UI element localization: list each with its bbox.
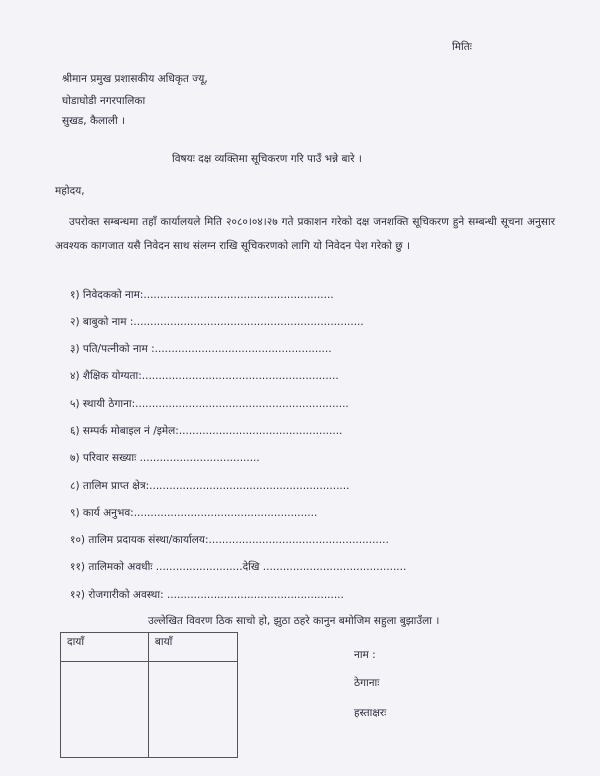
address-line-2: घोडाघोडी नगरपालिका xyxy=(62,95,146,107)
field-training-provider: १०) तालिम प्रदायक संस्था/कार्यालय:...................................................... xyxy=(70,534,389,546)
declaration-text: उल्लेखित विवरण ठिक साचो हो, झुठा ठहरे कानुन बमोजिम सहुला बुझाउँला । xyxy=(148,615,440,627)
address-line-1: श्रीमान प्रमुख प्रशासकीय अधिकृत ज्यू, xyxy=(62,73,208,85)
field-mobile-email: ६) सम्पर्क मोबाइल नं /इमेल:................................................. xyxy=(70,425,343,437)
field-education: ४) शैक्षिक योग्यता:........................................................... xyxy=(70,370,339,382)
body-paragraph: उपरोक्त सम्बन्धमा तहाँ कार्यालयले मिति २०८०।०४।२७ गते प्रकाशन गरेको दक्ष जनशक्ति सूचिकरण हुने सम्बन्धी सूचना अनुसार अवश्यक कागजात यसै निवेदन साथ संलग्न राखि सूचिकरणको लागि यो निवेदन पेश गरेको छु । xyxy=(55,216,555,252)
fingerprint-table xyxy=(60,632,238,758)
field-father-name: २) बाबुको नाम :..................................................................... xyxy=(70,316,364,328)
date-label: मितिः xyxy=(452,41,472,53)
field-family-count: ७) परिवार सख्याः .................................... xyxy=(70,452,260,464)
field-work-experience: ९) कार्य अनुभव:....................................................... xyxy=(70,507,318,519)
field-permanent-address: ५) स्थायी ठेगाना:................................................................ xyxy=(70,398,349,410)
field-spouse-name: ३) पति/पत्नीको नाम :..................................................... xyxy=(70,343,332,355)
signature-name-label: नाम : xyxy=(354,649,376,661)
fingerprint-left-header: बायाँ xyxy=(148,633,237,662)
signature-sign-label: हस्ताक्षरः xyxy=(354,707,387,719)
salutation: महोदय, xyxy=(55,185,85,197)
field-training-duration: ११) तालिमको अवधीः ..........................देखि ........................................... xyxy=(70,561,407,573)
subject-line: विषयः दक्ष व्यक्तिमा सूचिकरण गरि पाउँ भन्ने बारे । xyxy=(172,153,362,165)
field-employment-status: १२) रोजगारीको अवस्था: ..................................................... xyxy=(70,589,344,601)
fingerprint-right-header: दायाँ xyxy=(61,633,149,662)
signature-address-label: ठेगानाः xyxy=(354,677,380,689)
fingerprint-left-box xyxy=(148,662,237,758)
address-line-3: सुखड, कैलाली । xyxy=(62,115,126,127)
fingerprint-right-box xyxy=(61,662,149,758)
field-applicant-name: १) निवेदकको नाम:......................................................... xyxy=(70,289,334,301)
field-training-area: ८) तालिम प्राप्त क्षेत्र:............................................................ xyxy=(70,480,350,492)
